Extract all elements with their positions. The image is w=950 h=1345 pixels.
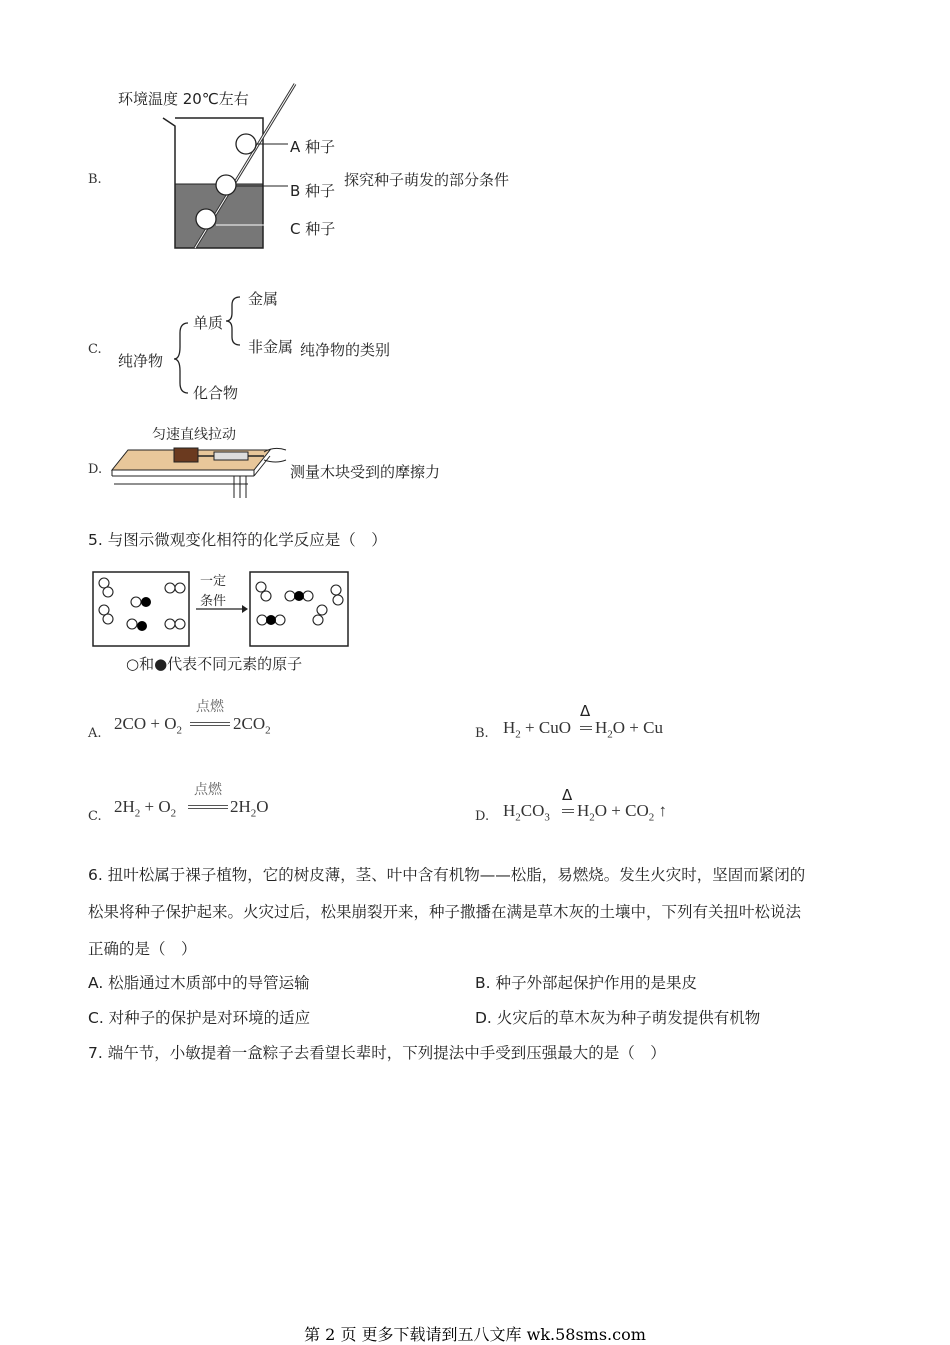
q6-option-b: B. 种子外部起保护作用的是果皮 [475,974,697,992]
beaker-water [175,184,263,248]
friction-title: 匀速直线拉动 [152,427,236,443]
option-c-label: C. [88,342,102,357]
tree-leaf-nonmetal: 非金属 [248,338,294,356]
q5-option-b-label: B. [475,726,489,741]
question-7-stem: 7. 端午节，小敏提着一盒粽子去看望长辈时，下列提法中手受到压强最大的是（ ） [88,1044,666,1062]
seed-c-icon [196,209,216,229]
q5-option-c-label: C. [88,809,102,824]
option-b-label: B. [88,172,102,187]
q5-option-d-product: $H_2O + CO_2$ ↑ [577,801,668,824]
q5-option-a-label: A. [88,726,102,741]
q6-option-a: A. 松脂通过木质部中的导管运输 [88,974,310,992]
option-d-label: D. [88,462,103,477]
q5-option-a-product: $2CO_2$ [233,714,271,737]
page-footer: 第 2 页 更多下载请到五八文库 wk.58sms.com [304,1325,646,1344]
q5-d-condition: Δ [562,786,573,804]
seed-a-icon [236,134,256,154]
option-d-caption: 测量木块受到的摩擦力 [290,463,441,481]
friction-diagram [110,440,290,502]
arrow-label-top: 一定 [200,574,227,589]
q5-option-b-product: $H_2O + Cu$ [595,718,663,741]
option-b-caption: 探究种子萌发的部分条件 [344,171,510,189]
q5-b-condition: Δ [580,702,591,720]
q5-option-d-equation: $H_2CO_3$ [503,801,550,824]
tree-branch-simple: 单质 [193,314,224,332]
beaker-title: 环境温度 20℃左右 [118,90,249,108]
legend: ○和●代表不同元素的原子 [126,655,303,673]
q5-option-c-equation: $2H_2 + O_2$ [114,797,177,820]
question-6-line-2: 松果将种子保护起来。火灾过后，松果崩裂开来，种子撒播在满是草木灰的土壤中，下列有关扭叶松说法 [88,903,802,921]
wood-block [174,448,198,462]
q5-option-d-label: D. [475,809,490,824]
question-5-stem: 5. 与图示微观变化相符的化学反应是（ ） [88,531,387,549]
arrow-label-bottom: 条件 [200,594,227,609]
tree-root: 纯净物 [118,352,164,370]
option-c-caption: 纯净物的类别 [300,341,391,359]
q6-option-c: C. 对种子的保护是对环境的适应 [88,1009,311,1027]
tree-branch-compound: 化合物 [193,384,239,402]
q5-option-c-product: $2H_2O$ [230,797,269,820]
q5-option-b-equation: $H_2$ + CuO [503,718,571,741]
tree-leaf-metal: 金属 [248,290,279,308]
q5-a-condition: 点燃 [196,699,224,715]
seed-c-label: C 种子 [290,220,336,238]
q6-option-d: D. 火灾后的草木灰为种子萌发提供有机物 [475,1009,761,1027]
q5-option-a-equation: $2CO + O_2$ [114,714,182,737]
seed-a-label: A 种子 [290,138,336,156]
seed-b-label: B 种子 [290,182,336,200]
question-6-line-1: 6. 扭叶松属于裸子植物，它的树皮薄，茎、叶中含有机物——松脂，易燃烧。发生火灾时，坚固而紧闭的 [88,866,806,884]
seed-b-icon [216,175,236,195]
spring-scale [214,452,248,460]
q5-c-condition: 点燃 [194,782,222,798]
question-6-line-3: 正确的是（ ） [88,940,197,958]
